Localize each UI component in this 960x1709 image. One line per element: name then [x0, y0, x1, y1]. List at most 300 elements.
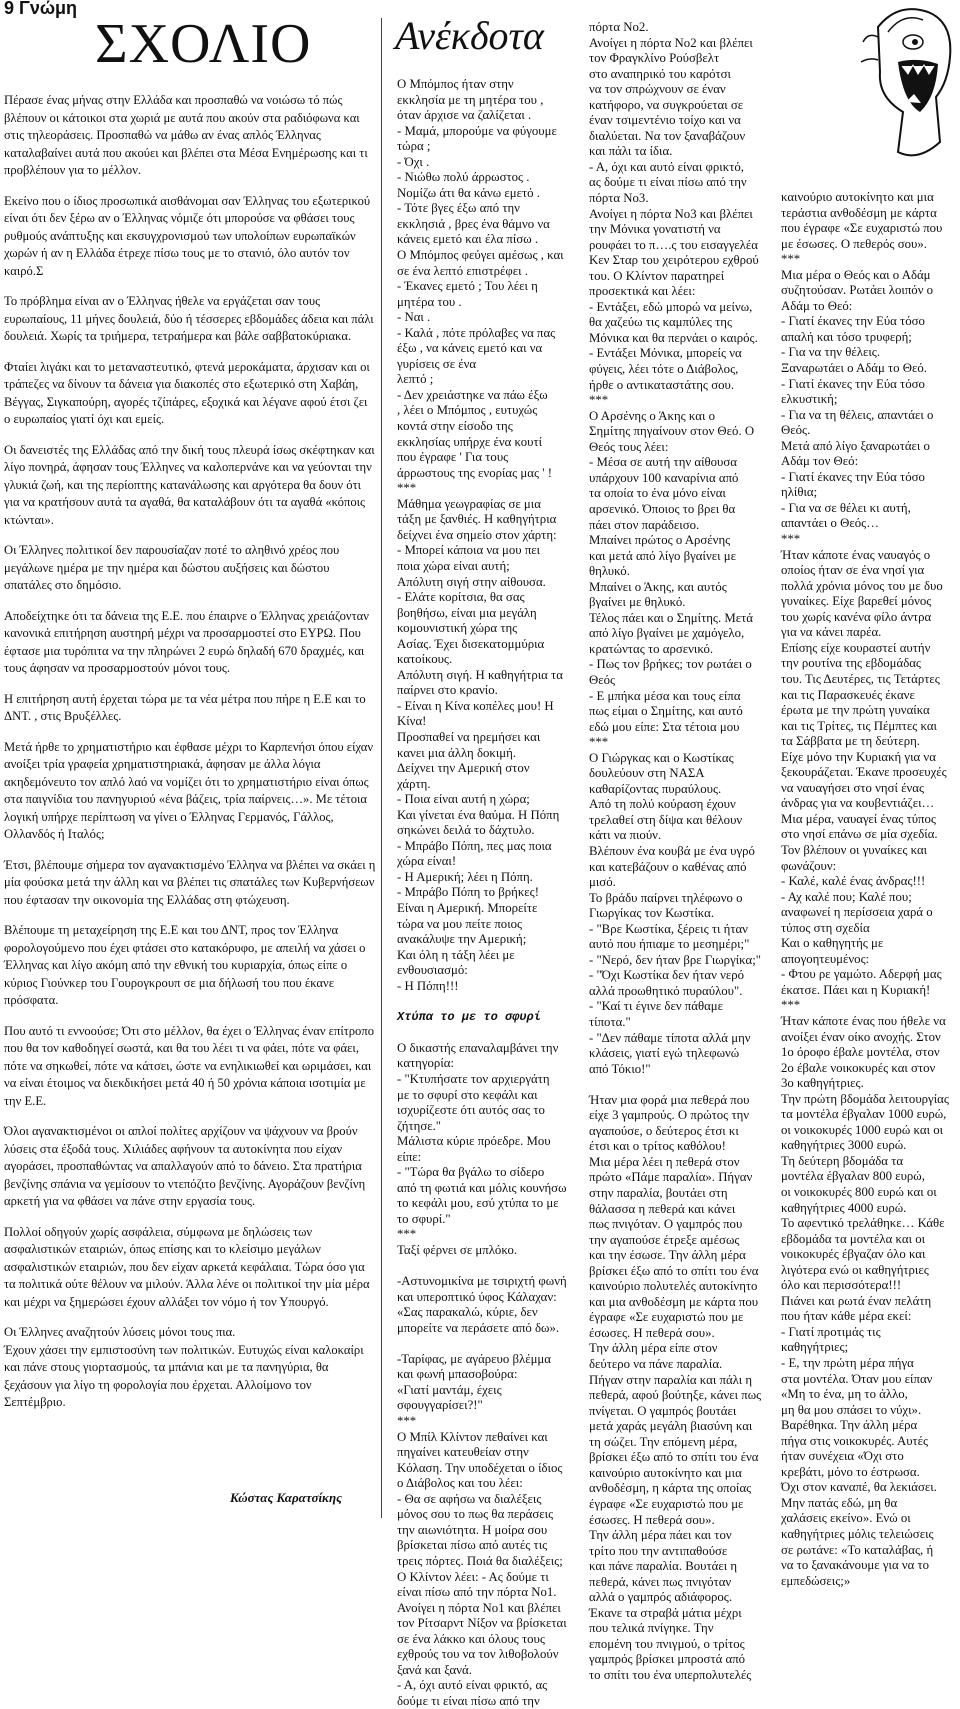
joke-line: βρίσκει έξω από το σπίτι του ένα — [589, 1263, 759, 1278]
joke-line: πόρτα Νο3. — [589, 191, 649, 206]
joke-line: -Ταρίφας, με αγάρευο βλέμμα — [397, 1351, 551, 1366]
editorial-paragraph: Το πρόβλημα είναι αν ο Έλληνας ήθελε να εργάζεται σαν τους ευρωπαίους, 11 μήνες δουλειά, δύο ή τέσσερες εβδομάδες άδεια και πάλι δουλειά. Χωρίς τα τριήμερα, τετραήμερα και βάλε σαββατοκύριακα. — [4, 294, 374, 343]
joke-line: Αδάμ τον Θεό: — [781, 454, 859, 469]
joke-line: ανθοδέσμη, η κάρτα της οποίας — [589, 1481, 752, 1496]
joke-line: τον Ρίτσαρντ Νίξον να βρίσκεται — [397, 1616, 567, 1631]
joke-line: Ανοίγει η πόρτα Νο1 και βλέπει — [397, 1600, 561, 1615]
joke-line: , λέει ο Μπόμπος , ευτυχώς — [397, 403, 538, 418]
joke-line: Είχε μόνο την Κυριακή για να — [781, 749, 936, 764]
joke-line: - Θα σε αφήσω να διαλέξεις — [397, 1491, 542, 1506]
joke-line: απογοητευμένος: — [781, 951, 870, 966]
joke-line: κρεβάτι, μόνο το έστρωσα. — [781, 1464, 920, 1479]
page-header: 9 Γνώμη — [4, 0, 78, 18]
joke-line: από λίγο βγαίνει με χαμόγελο, — [589, 626, 745, 641]
joke-line: τα Σάββατα με τη δεύτερη. — [781, 734, 920, 749]
joke-line: Ο δικαστής επαναλαμβάνει την — [397, 1040, 559, 1055]
joke-line: Μην πατάς εδώ, μη θα — [781, 1495, 898, 1510]
joke-line: άρρωστους της ενορίας μας ' ! — [397, 465, 552, 480]
joke-line: Ο Αρσένης ο Άκης και ο — [589, 408, 716, 423]
editorial-paragraph: Εκείνο που ο ίδιος προσωπικά αισθάνομαι σαν Έλληνας του εξωτερικού είναι ότι δεν ξέρω αν ο Έλληνας νόμιζε ότι μπορούσε να φθάσει τους ρυθμούς ανάπτυξης και εκσυγχρονισμού των υπολοίπων ευρωπαϊκών χωρών ή αν η Ελλάδα έτρεχε πίσω τους με το στανιό, όλο αυτόν τον καιρό.Σ — [4, 193, 371, 278]
joke-line: την Μόνικα γονατιστή να — [589, 222, 721, 237]
joke-line: προσεκτικά και λέει: — [589, 284, 696, 299]
joke-line: Δείχνει την Αμερική στον — [397, 761, 530, 776]
joke-line: Θεός. — [781, 423, 811, 438]
joke-line: - Γιατί έκανες την Εύα τόσο — [781, 314, 925, 329]
joke-line: και τις Παρασκευές έκανε — [781, 687, 915, 702]
joke-line: αλλά ο γαμπρός αδιάφορος. — [589, 1590, 733, 1605]
joke-line: να τον σπρώχνουν σε έναν — [589, 82, 726, 97]
joke-line: λεπτό ; — [397, 372, 434, 387]
joke-line: παίρνει στο κρανίο. — [397, 683, 498, 698]
joke-line: γυναίκες. Είχε βαρεθεί μόνος — [781, 594, 932, 609]
joke-line: Ήταν μια φορά μια πεθερά που — [589, 1092, 750, 1107]
joke-line: φύγεις, λέει τότε ο Διάβολος, — [589, 362, 739, 377]
joke-line: - "Κτυπήσατε τον αρχιεργάτη — [397, 1072, 550, 1086]
joke-line: εμπεδώσεις;» — [781, 1573, 851, 1588]
editorial-paragraph: Φταίει λιγάκι και το μεταναστευτικό, φτενά μεροκάματα, άρχισαν και οι τράπεζες να δίνουν τα δάνεια για διακοπές στο εξωτερικό στη Χαβάη, Βέγγας, Σιγκαπούρη, αγορές τζίπάρες, εξοχικά και λέγανε αφού έτσι ζει ο ευρωπαίος γιατί όχι και εμείς. — [4, 359, 370, 426]
joke-line: άνδρας για να κουβεντιάζει… — [781, 796, 935, 811]
joke-line: Πιάνει και ρωτά έναν πελάτη — [781, 1293, 932, 1308]
joke-line: καθηγήτριες; — [781, 1340, 849, 1355]
joke-line — [397, 1259, 575, 1275]
joke-line: υπάρχουν 100 καναρίνια από — [589, 470, 739, 485]
joke-line: - Ναι . — [397, 310, 431, 325]
editorial-paragraph: Έτσι, βλέπουμε σήμερα τον αγανακτισμένο Έλληνα να βλέπει να σκάει η μία φούσκα μετά την άλλη και να βλέπει τις σπατάλες των Κυβερνήσεων που έφτασαν την οικονομία της Ελλάδας στη φτώχευση. — [4, 857, 376, 907]
joke-line: τάξη με ξανθιές. Η καθηγήτρια — [397, 512, 557, 527]
joke-line: εχθρούς του να τον λιθοβολούν — [397, 1647, 559, 1662]
joke-line: - Γιατί έκανες την Εύα τόσο — [781, 376, 925, 391]
joke-line: έσωσες. Η πεθερά σου». — [589, 1325, 715, 1340]
joke-line: *** — [781, 252, 801, 267]
joke-line: Ασίας. Έχει δισεκατομμύρια — [397, 636, 545, 651]
joke-line: πως πνιγόταν. Ο γαμπρός που — [589, 1217, 743, 1232]
joke-line: σε ρωτάνε: «Το καταλάβας, ή — [781, 1542, 934, 1557]
joke-line: έγραφε «Σε ευχαριστώ που με — [589, 1310, 744, 1325]
joke-line: κάτι να πιούν. — [589, 828, 662, 843]
joke-line: ενθουσιασμό: — [397, 963, 468, 978]
joke-line: όταν άρχισε να ζαλίζεται . — [397, 108, 532, 123]
joke-line: και τις Τρίτες, τις Πέμπτες και — [781, 718, 937, 733]
joke-line: Το αφεντικό τρελάθηκε… Κάθε — [781, 1216, 945, 1231]
joke-line: απαλή και τόσο τρυφερή; — [781, 329, 912, 344]
joke-line: - Ελάτε κορίτσια, θα σας — [397, 590, 525, 605]
joke-line: δουλεύουν στη ΝΑΣΑ — [589, 766, 705, 781]
article-title: ΣΧΟΛΙΟ — [95, 13, 312, 75]
joke-line: πόρτα Νο2. — [589, 20, 649, 34]
joke-line: έξω , να κάνεις εμετό και να — [397, 341, 543, 356]
joke-line: ζήτησε." — [397, 1118, 442, 1133]
joke-line: *** — [781, 998, 801, 1013]
joke-line: - Ε μπήκα μέσα και τους είπα — [589, 688, 741, 703]
joke-line: - Για να την θέλεις. — [781, 345, 881, 360]
joke-line: Ήταν κάποτε ένας ναυαγός ο — [781, 547, 931, 562]
joke-line: «Μη το ένα, μη το άλλο, — [781, 1387, 908, 1402]
joke-line: να το ξανακάνουμε για να το — [781, 1558, 930, 1573]
joke-line: οι νοικοκυρές 1000 ευρώ και οι — [781, 1122, 944, 1137]
joke-line: Ο Κλίντον λέει: - Ας δούμε τι — [397, 1569, 549, 1584]
joke-line: επομένη του πνιγμού, ο τρίτος — [589, 1636, 745, 1651]
joke-line: Νομίζω άτι θα κάνω εμετό . — [397, 185, 540, 200]
joke-line: στο αναπηρικό του καρότσι — [589, 66, 731, 81]
joke-line: και πάλι τα ίδια. — [589, 144, 673, 159]
joke-line: καθαρίζοντας πυραύλους. — [589, 781, 722, 796]
joke-line: 3ο καθηγήτριες. — [781, 1076, 864, 1091]
joke-line: και μετά από λίγο βγαίνει με — [589, 548, 736, 563]
joke-line: φωνάζουν: — [781, 858, 837, 873]
joke-line: το σφυρί." — [397, 1211, 451, 1226]
joke-line: εκκλησίας υπήρχε ένα κουτί — [397, 434, 543, 449]
joke-line: Μετά από λίγο ξαναρωτάει ο — [781, 438, 930, 453]
joke-line: την αγαπούσε έτρεξε αμέσως — [589, 1232, 740, 1247]
joke-line: *** — [397, 1414, 417, 1429]
joke-line: έναν τσιμεντένιο τοίχο και να — [589, 113, 741, 128]
joke-line: είχε 3 γαμπρούς. Ο πρώτος την — [589, 1108, 750, 1123]
joke-line: μισό. — [589, 875, 616, 890]
joke-line: Θεός — [589, 672, 616, 687]
joke-line: Επίσης είχε κουραστεί αυτήν — [781, 640, 931, 655]
joke-line: στο νησί επάνω σε μία σχεδία. — [781, 827, 938, 842]
joke-line: εκκλησία με τη μητέρα του , — [397, 92, 544, 107]
joke-line: Τη δεύτερη βδομάδα τα — [781, 1153, 904, 1168]
joke-line: δείχνει ένα σημείο στον χάρτη: — [397, 527, 557, 542]
joke-line: μετά χαράς μεγάλη βιασύνη και — [589, 1419, 753, 1434]
joke-line: *** — [397, 1227, 417, 1242]
joke-line: Την άλλη μέρα είπε στον — [589, 1341, 718, 1356]
joke-line: Και ο καθηγητής με — [781, 936, 884, 951]
joke-line: πνίγεται. Ο γαμπρός βουτάει — [589, 1403, 737, 1418]
joke-line: Μπαίνει πρώτος ο Αρσένης — [589, 533, 731, 548]
joke-line: εβδομάδα τα μοντέλα και οι — [781, 1231, 926, 1246]
anekdota-title: Ανέκδοτα — [395, 13, 544, 58]
screaming-face-cartoon-icon — [858, 2, 956, 167]
joke-line — [589, 1077, 767, 1093]
joke-line: δούμε τι είναι πίσω από την — [397, 1693, 540, 1708]
joke-line: με έσωσες. Ο πεθερός σου». — [781, 236, 927, 251]
joke-line: Ο Μπίλ Κλίντον πεθαίνει και — [397, 1429, 548, 1444]
joke-line: σε ένα λάκκο και όλους τους — [397, 1631, 545, 1646]
joke-line: πως είμαι ο Σημίτης, και αυτό — [589, 704, 743, 719]
joke-line: - Όχι . — [397, 154, 430, 169]
joke-line: αναφωνεί η περίσσεια χαρά ο — [781, 905, 933, 920]
joke-line: με το σφυρί στο κεφάλι και — [397, 1087, 538, 1102]
joke-line: - Αχ καλέ που; Καλέ που; — [781, 889, 912, 904]
joke-line: Μπαίνει ο Άκης, και αυτός — [589, 579, 727, 594]
joke-line — [397, 1025, 575, 1041]
joke-line: βγαίνει με θηλυκό. — [589, 595, 686, 610]
joke-line: - Γιατί έκανες την Εύα τόσο — [781, 469, 925, 484]
joke-line: θάλασσα η πεθερά και κάνει — [589, 1201, 736, 1216]
joke-line: Γιωργίκας τον Κωστίκα. — [589, 906, 715, 921]
joke-line — [397, 1336, 575, 1352]
joke-line: πηγαίνει κατευθείαν στην — [397, 1445, 529, 1460]
jokes-column-2 — [589, 20, 767, 1682]
joke-line: καθηγήτριες μόλις τελειώσεις — [781, 1527, 934, 1542]
joke-line: *** — [589, 393, 609, 408]
joke-line: κατηγορία: — [397, 1056, 455, 1071]
joke-line: καθηγήτριες 4000 ευρώ. — [781, 1200, 907, 1215]
joke-line: νοικοκυρές έβγαζαν όλο και — [781, 1247, 926, 1262]
joke-line: τα μοντέλα έβγαλαν 1000 ευρώ, — [781, 1107, 947, 1122]
joke-line: γυρίσεις σε ένα — [397, 356, 477, 371]
joke-line: ας δούμε τι είναι πίσω από την — [589, 175, 747, 190]
joke-line: κρατώντας το αρσενικό. — [589, 641, 714, 656]
joke-line: είπε: — [397, 1149, 422, 1164]
column-divider — [381, 18, 382, 1518]
joke-line: - Καλά , πότε πρόλαβες να πας — [397, 325, 556, 340]
joke-line: Αδάμ το Θεό: — [781, 298, 853, 313]
joke-line: τύπος στη σχεδία — [781, 920, 870, 935]
joke-line: στην παραλία, βουτάει στη — [589, 1186, 728, 1201]
joke-line: είναι πίσω από την πόρτα Νο1. — [397, 1585, 557, 1600]
joke-line: από Τόκιο!" — [589, 1061, 651, 1076]
joke-line: -Αστυνομικίνα με τσιριχτή φωνή — [397, 1274, 567, 1289]
joke-line: Όχι στον καναπέ, θα λεκιάσει. — [781, 1480, 937, 1495]
joke-line: - Για να σε θέλει κι αυτή, — [781, 500, 911, 515]
joke-line: ήρθε ο αντικαταστάτης σου. — [589, 377, 735, 392]
joke-line: εδώ μου είπε: Στα τέτοια μου — [589, 719, 740, 734]
joke-line: που έγραφε ' Για τους — [397, 450, 509, 465]
joke-line: 2ο έβαλε νοικοκυρές και στον — [781, 1060, 936, 1075]
joke-line: γαμπρός βρίσκει μπροστά από — [589, 1652, 746, 1667]
joke-line: Ξαναρωτάει ο Αδάμ το Θεό. — [781, 361, 927, 376]
joke-line: Είναι η Αμερική. Μπορείτε — [397, 900, 538, 915]
joke-line: Βαρέθηκα. Την άλλη μέρα — [781, 1418, 918, 1433]
joke-line: κοντά στην είσοδο της — [397, 419, 513, 434]
joke-line: που τελικά πνίγηκε. Την — [589, 1621, 714, 1636]
joke-line: ανακάλυψε την Αμερική; — [397, 932, 527, 947]
joke-line: Ήταν κάποτε ένας που ήθελε να — [781, 1013, 946, 1028]
joke-line: το σπίτι του ένα υπερπολυτελές — [589, 1667, 752, 1682]
joke-line: - Εντάξει, εδώ μπορώ να μείνω, — [589, 299, 753, 314]
joke-line: ηλίθια; — [781, 485, 818, 500]
joke-line: - "Δεν πάθαμε τίποτα αλλά μην — [589, 1030, 751, 1045]
editorial-paragraph: Που αυτό τι εννοούσε; Ότι στο μέλλον, θα έχει ο Έλληνας έναν επίτροπο που θα τον καθοδηγεί σωστά, και θα του λέει τι να φάει, πότε να φάει, πότε να σηκωθεί, πότε να κάτσει, ώστε να ενηλικιωθεί και ωριμάσει, και να είναι έτοιμος να διεκδικήσει μετά 40 ή 50 χρόνια κάποια ισοτιμία με την Ε.Ε. — [4, 1023, 375, 1108]
joke-line: ανοίξει έναν οίκο ανοχής. Στον — [781, 1029, 941, 1044]
joke-line: - Τότε βγες έξω από την — [397, 201, 520, 216]
joke-line: Από τη πολύ κούραση έχουν — [589, 797, 736, 812]
joke-line: Μόνικα και θα περνάει ο καιρός. — [589, 330, 758, 345]
joke-line: - "Όχι Κωστίκα δεν ήταν νερό — [589, 968, 745, 983]
joke-line: - Μπράβο Πόπη, πες μας ποια — [397, 838, 552, 853]
joke-line: - Για να τη θέλεις, απαντάει ο — [781, 407, 934, 422]
joke-line: κλάσεις, γιατί εγώ τηλεφωνώ — [589, 1046, 740, 1061]
joke-line: ελκυστική; — [781, 392, 838, 407]
joke-line: μη θα μου σπάσει το νύχι». — [781, 1402, 922, 1417]
joke-line: Ο Γιώργκας και ο Κωστίκας — [589, 750, 734, 765]
joke-line: πεθερά, κάνει πως πνιγόταν — [589, 1574, 732, 1589]
joke-line: πάει στον παράδεισο. — [589, 517, 700, 532]
joke-line: Τον βλέπουν οι γυναίκες και — [781, 842, 928, 857]
joke-line: Απόλυτη σιγή. Η καθηγήτρια τα — [397, 667, 563, 682]
joke-line: Τέλος πάει και ο Σημίτης. Μετά — [589, 610, 753, 625]
joke-line: - "Τώρα θα βγάλω το σίδερο — [397, 1165, 545, 1180]
editorial-paragraph: Μετά ήρθε το χρηματιστήριο και έφθασε μέχρι το Καρπενήσι όπου είχαν ανοίξει τρία γραφεία χρηματιστηριακά, άφησαν με άλλα λόγια ακηδεμόνευτο τον απλό λαό να νομίζει ότι το χρηματιστήριο είναι όπως στα παιγνίδια του πανηγυριού «ένα βάζεις, τρία παίρνεις…». Με τέτοια λογική υπήρχε περίπτωση να γίνει ο Έλληνας Γερμανός, Γάλλος, Ολλανδός ή Ιταλός; — [4, 739, 374, 841]
joke-line: μοντέλα έβγαλαν 800 ευρώ, — [781, 1169, 925, 1184]
joke-line: Ο Μπόμπος ήταν στην — [397, 77, 514, 91]
joke-line: Και γίνεται ένα θαύμα. Η Πόπη — [397, 807, 560, 822]
joke-line: τίποτα." — [589, 1015, 631, 1029]
joke-line: βρίσκει έξω από το σπίτι του ένα — [589, 1450, 759, 1465]
jokes-column-1 — [397, 77, 575, 1708]
joke-line: για να κάνει παρέα. — [781, 625, 882, 640]
joke-line: Και όλη η τάξη λέει με — [397, 947, 515, 962]
joke-line: αγαπούσε, ο δεύτερος έτσι κι — [589, 1123, 739, 1138]
joke-line: - "Νερό, δεν ήταν βρε Γιωργίκα;" — [589, 952, 761, 967]
joke-line: καινούριο αυτοκίνητο και μια — [589, 1465, 742, 1480]
joke-line: σηκώνει δειλά το δάχτυλο. — [397, 823, 535, 838]
joke-line: Κεν Σταρ του χειρότερου εχθρού — [589, 253, 759, 268]
joke-line: καθηγήτριες 3000 ευρώ. — [781, 1138, 907, 1153]
joke-line: πεθερά, αφού βούτηξε, κάνει πως — [589, 1388, 762, 1403]
joke-line: Κόλαση. Την υποδέχεται ο ίδιος — [397, 1460, 563, 1475]
joke-line: διαλύεται. Να τον ξαναβάζουν — [589, 128, 746, 143]
joke-line: αυτό που ήπιαμε το μεσημέρι;" — [589, 937, 750, 952]
joke-line: - Γιατί προτιμάς τις — [781, 1324, 881, 1339]
joke-line: Πήγαν στην παραλία και πάλι η — [589, 1372, 753, 1387]
joke-line: - Έκανες εμετό ; Του λέει η — [397, 279, 538, 294]
joke-line: αλλά προωθητικό πυραύλου". — [589, 983, 743, 998]
joke-line: τρίτο που την αντιπαθούσε — [589, 1543, 728, 1558]
joke-line: ρουφάει το π….ς του εισαγγελέα — [589, 237, 758, 252]
joke-line: την αιωνιότητα. Η μοίρα σου — [397, 1522, 548, 1537]
joke-line: τρεις πόρτες. Ποιά θα διαλέξεις; — [397, 1553, 563, 1568]
joke-line: Σημίτης πηγαίνουν στον Θεό. Ο — [589, 424, 755, 439]
editorial-paragraph: Όλοι αγανακτισμένοι οι απλοί πολίτες αρχίζουν να ψάχνουν να βρούν λύσεις στα έξοδά τους. Χιλιάδες αφήνουν τα αυτοκίνητα που είχαν αγοράσει, προσπαθώντας να απαλλαγούν από το δάνειο. Στα πρατήρια βενζίνης σπάνια να γεμίσουν το ντεπόζιτο βενζίνης. Αγοράζουν βενζίνη αρκετή για να φθάσει να πάνε στην εργασία τους. — [4, 1124, 366, 1208]
joke-line: και μια ανθοδέσμη με κάρτα που — [589, 1294, 759, 1309]
joke-line: πρώτο «Πάμε παραλία». Πήγαν — [589, 1170, 753, 1185]
editorial-paragraph: Βλέπουμε τη μεταχείρηση της Ε.Ε και του ΔΝΤ, προς τον Έλληνα φορολογούμενο που έχει φτάσει στο κατακόρυφο, με απειλή να χάσει ο Έλληνας και λίγο ακόμη από την εθνική του κυριαρχία, όπως είπε ο κύριος Γιούνκερ του Γουρογκρουπ σε μια δήλωσή του που έκανε πρόσφατα. — [4, 923, 366, 1007]
joke-line: τώρα ; — [397, 139, 431, 154]
joke-line: - Α, όχι αυτό είναι φρικτό, ας — [397, 1678, 548, 1693]
joke-line: του. Ο Κλίντον παρατηρεί — [589, 268, 725, 283]
joke-line: βοηθήσω, είναι μια μεγάλη — [397, 605, 537, 620]
joke-line: δεύτερο να πάνε παραλία. — [589, 1357, 723, 1372]
joke-line: σε ένα λεπτό επιστρέφει . — [397, 263, 528, 278]
joke-line: την ρουτίνα της εβδομάδας — [781, 656, 921, 671]
editorial-paragraph: Οι Έλληνες αναζητούν λύσεις μόνοι τους πια. Έχουν χάσει την εμπιστοσύνη των πολιτικών. Ευτυχώς είναι καλοκαίρι και πάνε στους γιορτασμούς, τα μπάνια και με τα πανηγύρια, θα ξεχάσουν για λίγο τη φορολογία που έρχεται. Αλλοίμονο τον Σεπτέμβριο. — [4, 1325, 364, 1409]
author-byline: Κώστας Καρατσίκης — [230, 1490, 342, 1505]
joke-line: Έκανε τα στραβά μάτια μέχρι — [589, 1605, 742, 1620]
joke-line: τρελαθεί στη δίψα και θέλουν — [589, 812, 743, 827]
joke-line: - Πως τον βρήκες; τον ρωτάει ο — [589, 657, 752, 672]
joke-line: Το βράδυ παίρνει τηλέφωνο ο — [589, 890, 743, 905]
editorial-column — [4, 92, 376, 1487]
joke-line: ποια χώρα είναι αυτή; — [397, 558, 510, 573]
joke-line: κατήφορο, να συγκρούεται σε — [589, 97, 744, 112]
joke-line: οποίος ήταν σε ένα νησί για — [781, 563, 925, 578]
joke-line: - Α, όχι και αυτό είναι φρικτό, — [589, 159, 744, 174]
joke-line: Προσπαθεί να ηρεμήσει και — [397, 729, 541, 744]
joke-line: - Η Αμερική; λέει η Πόπη. — [397, 869, 533, 884]
editorial-paragraph: Πολλοί οδηγούν χωρίς ασφάλεια, σύμφωνα με δηλώσεις των ασφαλιστικών εταιριών, όπως επίσης και το κλείσιμο μεγάλων ασφαλιστικών εταιριών, που δεν είχαν αρκετά κεφάλαια. Τώρα όσο για τα πολιτικά ούτε θέλουν να μιλούν. Άλλα λένε οι πολιτικοί την μία μέρα και μέχρι να ξημερώσει έχουν αλλάξει τον νόμο ή τον Υπουργό. — [4, 1224, 370, 1309]
joke-line: Την πρώτη βδομάδα λειτουργίας — [781, 1091, 949, 1106]
joke-line: καινούριο αυτοκίνητο και μια — [781, 190, 934, 204]
joke-line: Ανοίγει η πόρτα Νο2 και βλέπει — [589, 35, 753, 50]
editorial-paragraph: Πέρασε ένας μήνας στην Ελλάδα και προσπαθώ να νοιώσω τό πώς βλέπουν οι κάτοικοι στα χωριά με αυτά που ακούν στα ραδιόφωνα και στις τηλεοράσεις. Προσπαθώ να μάθω αν ένας απλός Έλληνας καταλαβαίνει αυτά που ακούει και βλέπει στα Μέσα Ενημέρωσης και τι προβλέπουν για το μέλλον. — [4, 93, 368, 177]
joke-line: - Ποια είναι αυτή η χώρα; — [397, 792, 530, 807]
joke-line: - Φτου ρε γαμώτο. Αδερφή μας — [781, 967, 942, 982]
joke-line: κατοίκους. — [397, 652, 453, 667]
joke-line: Μάλιστα κύριε πρόεδρε. Μου — [397, 1134, 551, 1149]
joke-line: οι νοικοκυρές 800 ευρώ και οι — [781, 1185, 937, 1199]
joke-line: Απόλυτη σιγή στην αίθουσα. — [397, 574, 546, 589]
joke-line: από τη φωτιά και μόλις κουνήσω — [397, 1180, 567, 1195]
joke-line: καινούριο πολυτελές αυτοκίνητο — [589, 1279, 758, 1294]
joke-line: απαντάει ο Θεός… — [781, 516, 879, 531]
joke-line: σφουγγαρίσει?!" — [397, 1398, 483, 1413]
joke-line: πολλά χρόνια μόνος του με δυο — [781, 578, 943, 593]
joke-line: και την έσωσε. Την άλλη μέρα — [589, 1248, 746, 1263]
joke-line: Ο Μπόμπος φεύγει αμέσως , και — [397, 248, 564, 263]
joke-line: - Είναι η Κίνα κοπέλες μου! Η — [397, 698, 554, 713]
joke-line: «Σας παρακαλώ, κύριε, δεν — [397, 1305, 538, 1320]
joke-line: Μια μέρα, ναυαγεί ένας τύπος — [781, 811, 936, 826]
joke-line: και κατεβάζουν ο καθένας από — [589, 859, 747, 874]
joke-line: να ναυαγήσει στο νησί ένας — [781, 780, 925, 795]
joke-line: του χωρίς κανένα φίλο άντρα — [781, 609, 932, 624]
joke-line: ξεκουράζεται. Έκανε προσευχές — [781, 765, 947, 780]
joke-line: στα μοντέλα. Όταν μου είπαν — [781, 1371, 933, 1386]
joke-line: και υπεροπτικό ύφος Κάλαχαν: — [397, 1289, 557, 1304]
joke-line: ισχυρίζεστε ότι αυτός σας το — [397, 1103, 545, 1118]
joke-line: μπορείτε να περάσετε από δω». — [397, 1320, 560, 1335]
joke-line: Μια μέρα ο Θεός και ο Αδάμ — [781, 267, 931, 282]
joke-line: το κεφάλι μου, εσύ χτύπα το με — [397, 1196, 559, 1211]
joke-line: πήγα στις νοικοκυρές. Αυτές — [781, 1433, 929, 1448]
editorial-paragraph: Αποδείχτηκε ότι τα δάνεια της Ε.Ε. που έπαιρνε ο Έλληνας χρειάζονταν κανονικά επιτήρηση αυστηρή μέχρι να προσαρμοστεί στο ΕΥΡΩ. Που έφτασε μια τυρόπιτα να την πληρώνει 2 ευρώ δηλαδή 670 δραχμές, και τους άφησαν να προσαρμοστούν μόνοι τους. — [4, 608, 369, 675]
joke-line: - Δεν χρειάστηκε να πάω έξω — [397, 387, 548, 402]
joke-line: τεράστια ανθοδέσμη με κάρτα — [781, 205, 937, 220]
editorial-paragraph: Οι δανειστές της Ελλάδας από την δική τους πλευρά ίσως σκέφτηκαν και λίγο πονηρά, άφησαν τους Έλληνες να καλοπερνάνε και να γεύονται την γλυκιά ζωή, και της περίοπτης κατανάλωσης και αργότερα θα δουν ότι για να κρατήσουν αυτά τα αγαθά, θα καταλάβουν ότι τα αγαθά «κόποις κτώνται». — [4, 442, 375, 527]
joke-line: - "Βρε Κωστίκα, ξέρεις τι ήταν — [589, 921, 748, 936]
joke-line: - Νιώθω πολύ άρρωστος . — [397, 170, 530, 185]
joke-line: λιγότερα ενώ οι καθηγήτριες — [781, 1262, 929, 1277]
joke-line — [397, 994, 575, 1010]
editorial-paragraph: Η επιτήρηση αυτή έρχεται τώρα με τα νέα μέτρα που πήρε η Ε.Ε και το ΔΝΤ. , στις Βρυξέλλες. — [4, 691, 366, 723]
joke-line: εκκλησιά , βρες ένα θάμνο να — [397, 216, 550, 231]
joke-line: ο Διάβολος και του λέει: — [397, 1476, 523, 1491]
joke-line: - Μπράβο Πόπη το βρήκες! — [397, 885, 539, 900]
joke-line: χάρτη. — [397, 776, 431, 791]
joke-line: που ήταν κάθε μέρα εκεί: — [781, 1309, 912, 1324]
joke-subheading: Χτύπα το με το σφυρί — [397, 1009, 542, 1024]
joke-line: τα οποία το ένα μόνο είναι — [589, 486, 726, 501]
joke-line: 1ο όροφο έβαλε μοντέλα, στον — [781, 1045, 940, 1060]
joke-line: τον Φραγκλίνο Ρούσβελτ — [589, 51, 720, 66]
joke-line: χώρα είναι! — [397, 854, 457, 869]
joke-line: Την άλλη μέρα πάει και τον — [589, 1528, 732, 1543]
joke-line: μόνος σου το πως θα περάσεις — [397, 1507, 554, 1522]
joke-line: Ταξί φέρνει σε μπλόκο. — [397, 1243, 518, 1258]
joke-line: - Καλέ, καλέ ένας άνδρας!!! — [781, 874, 926, 889]
joke-line: *** — [781, 532, 801, 547]
joke-line: - Ε, την πρώτη μέρα πήγα — [781, 1356, 914, 1371]
joke-line: τη σώζει. Την επόμενη μέρα, — [589, 1434, 738, 1449]
joke-line: έγραφε «Σε ευχαριστώ που με — [589, 1496, 744, 1511]
joke-line: Βλέπουν ένα κουβά με ένα υγρό — [589, 843, 755, 858]
joke-line: - Η Πόπη!!! — [397, 978, 459, 993]
joke-line: - Μαμά, μπορούμε να φύγουμε — [397, 123, 557, 138]
joke-line: βρίσκεται πίσω από αυτές τις — [397, 1538, 548, 1553]
joke-line: Κίνα! — [397, 714, 427, 729]
joke-line: θα χαζεύω τις καμπύλες της — [589, 315, 733, 330]
joke-line: έσωσες. Η πεθερά σου». — [589, 1512, 715, 1527]
joke-line: και πάνε παραλία. Βουτάει η — [589, 1559, 738, 1574]
joke-line: αρσενικό. Όποιος το βρει θα — [589, 501, 736, 516]
joke-line: Μια μέρα λέει η πεθερά στον — [589, 1154, 740, 1169]
joke-line: «Γιατί μαντάμ, έχεις — [397, 1382, 502, 1397]
joke-line: έτσι και ο τρίτος καθόλου! — [589, 1139, 726, 1154]
